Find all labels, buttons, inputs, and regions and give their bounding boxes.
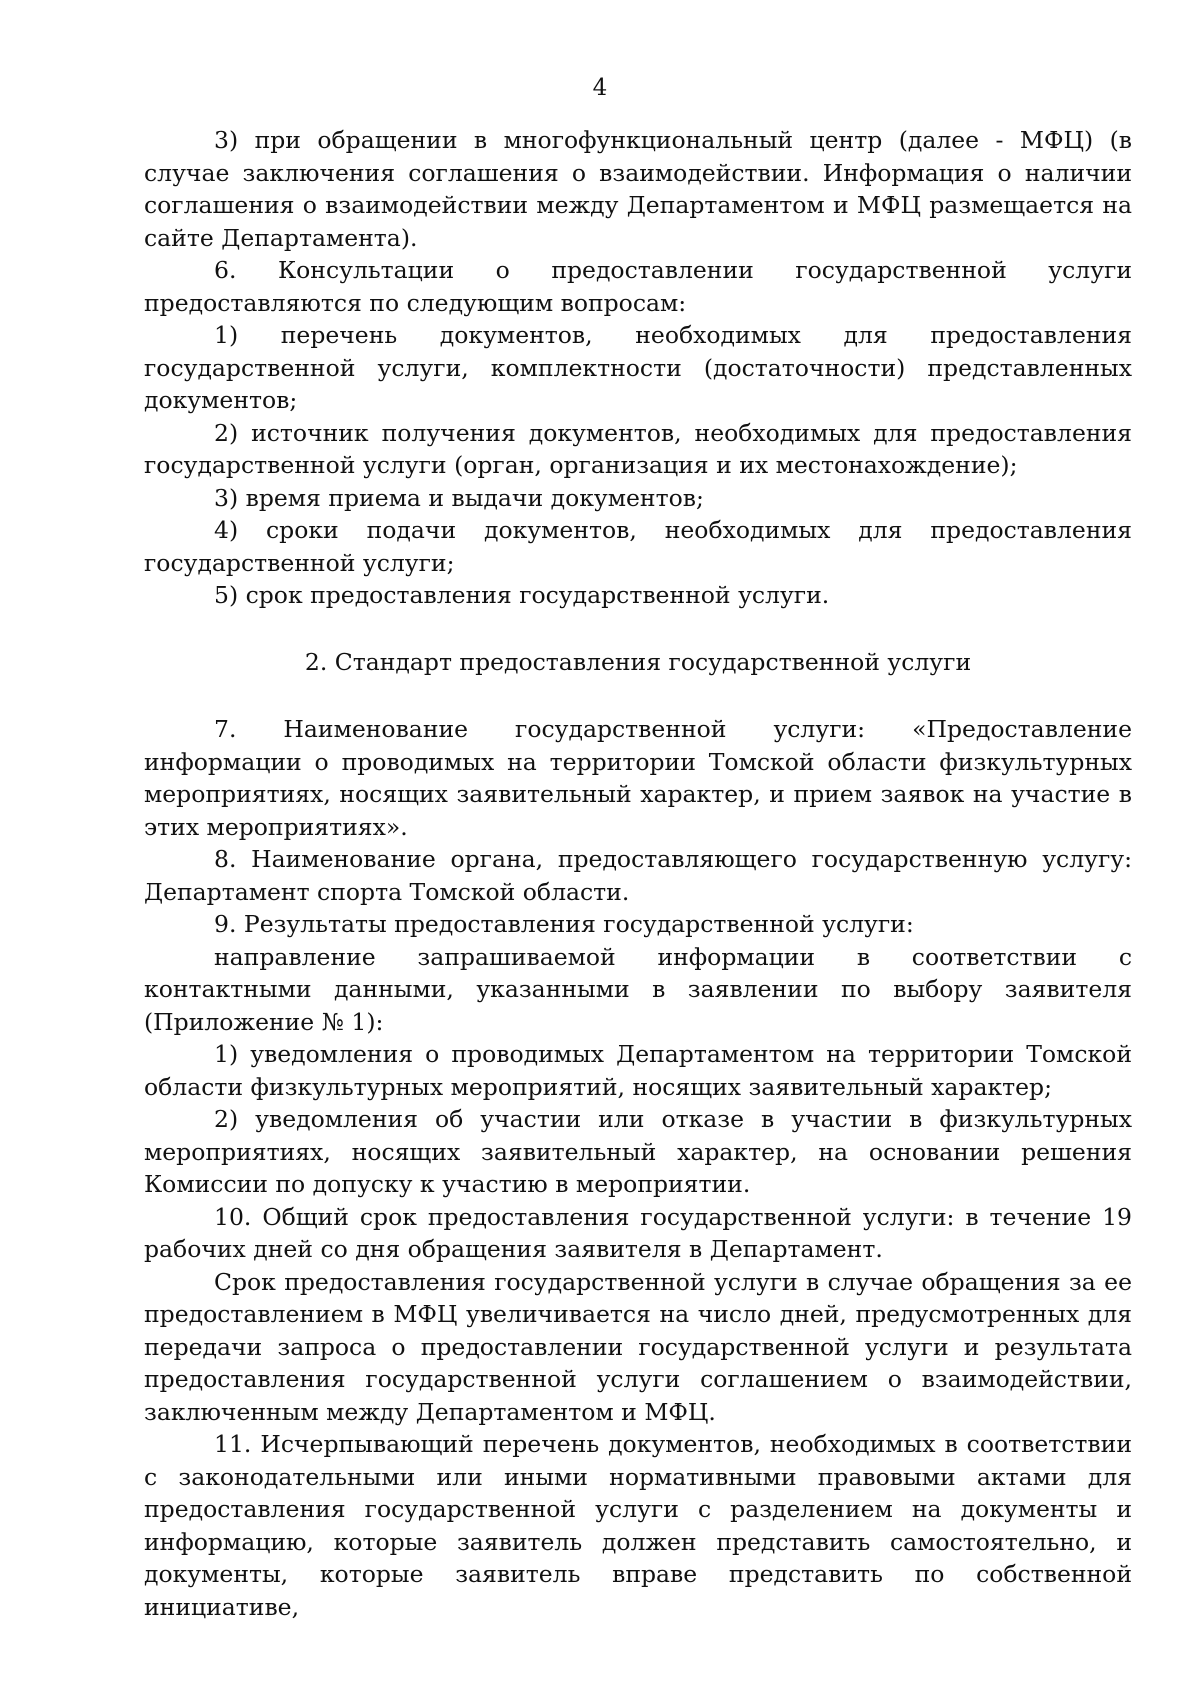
paragraph-11-documents: 11. Исчерпывающий перечень документов, необходимых в соответствии с законодательными или иными нормативными правовыми актами для предоставления государственной услуги с разделением на документы и информацию, которые заявитель должен представить самостоятельно, и документы, которые заявитель вправе представить по собственной инициативе, bbox=[144, 1430, 1132, 1621]
results-item-2: 2) уведомления об участии или отказе в участии в физкультурных мероприятиях, носящих заявительный характер, на основании решения Комиссии по допуску к участию в мероприятии. bbox=[144, 1105, 1132, 1198]
term-mfc-extension: Срок предоставления государственной услуги в случае обращения за ее предоставлением в МФЦ увеличивается на число дней, предусмотренных для передачи запроса о предоставлении государственной услуги и результата предоставления государственной услуги соглашением о взаимодействии, заключенным между Департаментом и МФЦ. bbox=[144, 1267, 1132, 1426]
document-body bbox=[144, 124, 1132, 1623]
paragraph-9-results: 9. Результаты предоставления государственной услуги: bbox=[214, 910, 914, 938]
results-intro: направление запрашиваемой информации в соответствии с контактными данными, указанными в заявлении по выбору заявителя (Приложение № 1): bbox=[144, 942, 1132, 1036]
results-item-1: 1) уведомления о проводимых Департаментом на территории Томской области физкультурных мероприятий, носящих заявительный характер; bbox=[144, 1040, 1132, 1101]
paragraph-6-consultations: 6. Консультации о предоставлении государственной услуги предоставляются по следующим вопросам: bbox=[144, 256, 1132, 317]
page-number: 4 bbox=[592, 75, 608, 101]
section-heading: 2. Стандарт предоставления государственной услуги bbox=[304, 647, 972, 676]
consultation-item-5: 5) срок предоставления государственной услуги. bbox=[214, 581, 830, 609]
paragraph-8-provider: 8. Наименование органа, предоставляющего государственную услугу: Департамент спорта Томской области. bbox=[144, 845, 1132, 906]
consultation-item-1: 1) перечень документов, необходимых для предоставления государственной услуги, комплектности (достаточности) представленных документов; bbox=[144, 321, 1132, 414]
consultation-item-4: 4) сроки подачи документов, необходимых для предоставления государственной услуги; bbox=[144, 516, 1132, 577]
paragraph-item-3-mfc: 3) при обращении в многофункциональный центр (далее - МФЦ) (в случае заключения соглашения о взаимодействии. Информация о наличии соглашения о взаимодействии между Департаментом и МФЦ размещается на сайте Департамента). bbox=[144, 126, 1132, 252]
paragraph-10-term: 10. Общий срок предоставления государственной услуги: в течение 19 рабочих дней со дня обращения заявителя в Департамент. bbox=[144, 1202, 1132, 1263]
consultation-item-3: 3) время приема и выдачи документов; bbox=[214, 483, 704, 512]
paragraph-7-service-name: 7. Наименование государственной услуги: «Предоставление информации о проводимых на территории Томской области физкультурных мероприятиях, носящих заявительный характер, и прием заявок на участие в этих мероприятиях». bbox=[144, 715, 1132, 841]
consultation-item-2: 2) источник получения документов, необходимых для предоставления государственной услуги (орган, организация и их местонахождение); bbox=[144, 418, 1132, 479]
